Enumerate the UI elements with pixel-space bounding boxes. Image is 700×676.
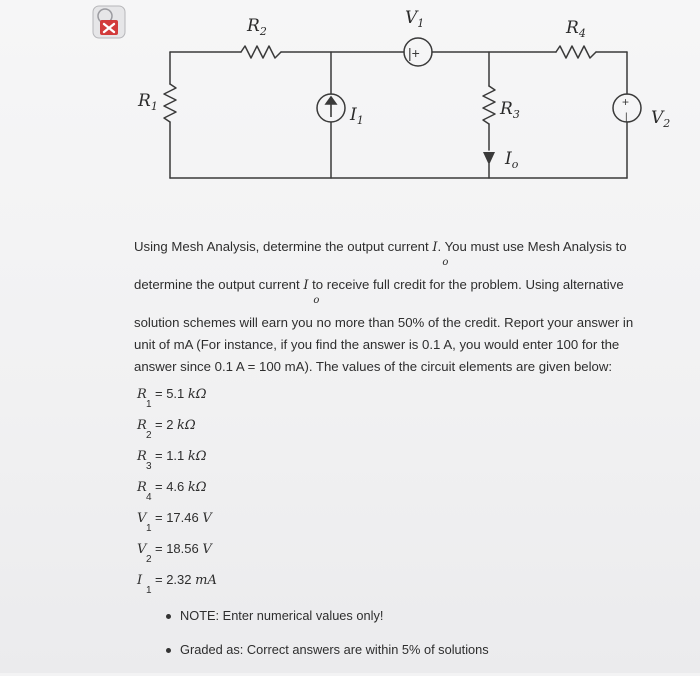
value-rhs: = 17.46 V — [155, 510, 212, 526]
label-v2: $V_2$ — [651, 108, 671, 130]
label-v1: $V_1$ — [405, 8, 425, 30]
value-variable: R — [137, 480, 147, 495]
value-rhs: = 2 kΩ — [155, 417, 196, 433]
value-row — [137, 448, 207, 479]
value-variable: R — [137, 449, 147, 464]
label-r4: $R_4$ — [566, 18, 586, 40]
value-row — [137, 386, 207, 417]
note-item: Graded as: Correct answers are within 5% of solutions — [166, 642, 489, 676]
note-item: NOTE: Enter numerical values only! — [166, 608, 489, 642]
value-row — [137, 510, 212, 541]
v2-minus: | — [625, 112, 628, 123]
problem-line-5: answer since 0.1 A = 100 mA). The values of the circuit elements are given below: — [134, 359, 613, 374]
value-index: 3 — [146, 461, 152, 472]
value-index: 4 — [146, 492, 152, 503]
problem-line-2: determine the output current I o to receive full credit for the problem. Using alternative — [134, 277, 624, 306]
problem-statement — [134, 238, 664, 380]
value-variable: I — [137, 573, 143, 588]
value-rhs: = 18.56 V — [155, 541, 212, 557]
value-row — [137, 417, 196, 448]
value-variable: V — [137, 542, 147, 557]
value-rhs: = 1.1 kΩ — [155, 448, 207, 464]
label-r1: $R_1$ — [138, 91, 158, 113]
value-row — [137, 479, 207, 510]
value-rhs: = 5.1 kΩ — [155, 386, 207, 402]
problem-line-1: Using Mesh Analysis, determine the output current I o . You must use Mesh Analysis to — [134, 239, 627, 268]
value-variable: R — [137, 418, 147, 433]
label-io: $I_o$ — [505, 149, 519, 171]
resistor-r2 — [241, 46, 281, 58]
label-i1: $I_1$ — [350, 105, 364, 127]
notes-list — [166, 608, 489, 676]
value-index: 1 — [146, 523, 152, 534]
value-rhs: = 4.6 kΩ — [155, 479, 207, 495]
circuit-diagram — [0, 0, 700, 240]
label-r3: $R_3$ — [500, 99, 520, 121]
value-variable: R — [137, 387, 147, 402]
value-index: 2 — [146, 430, 152, 441]
value-index: 1 — [146, 399, 152, 410]
v1-symbol: |+ — [408, 45, 420, 61]
v2-plus: + — [622, 95, 630, 109]
value-rhs: = 2.32 mA — [155, 572, 217, 588]
io-arrow-icon — [483, 152, 495, 165]
problem-line-3: solution schemes will earn you no more than 50% of the credit. Report your answer in — [134, 315, 634, 330]
io-symbol: I o — [432, 240, 449, 268]
value-index: 2 — [146, 554, 152, 565]
value-row — [137, 572, 217, 603]
value-variable: V — [137, 511, 147, 526]
value-index: 1 — [146, 585, 152, 596]
resistor-r3 — [483, 86, 495, 124]
io-symbol: I o — [303, 278, 320, 306]
value-row — [137, 541, 212, 572]
resistor-r4 — [556, 46, 596, 58]
label-r2: $R_2$ — [247, 16, 267, 38]
problem-line-4: unit of mA (For instance, if you find the answer is 0.1 A, you would enter 100 for the — [134, 337, 620, 352]
resistor-r1 — [164, 84, 176, 122]
element-values — [137, 386, 217, 603]
